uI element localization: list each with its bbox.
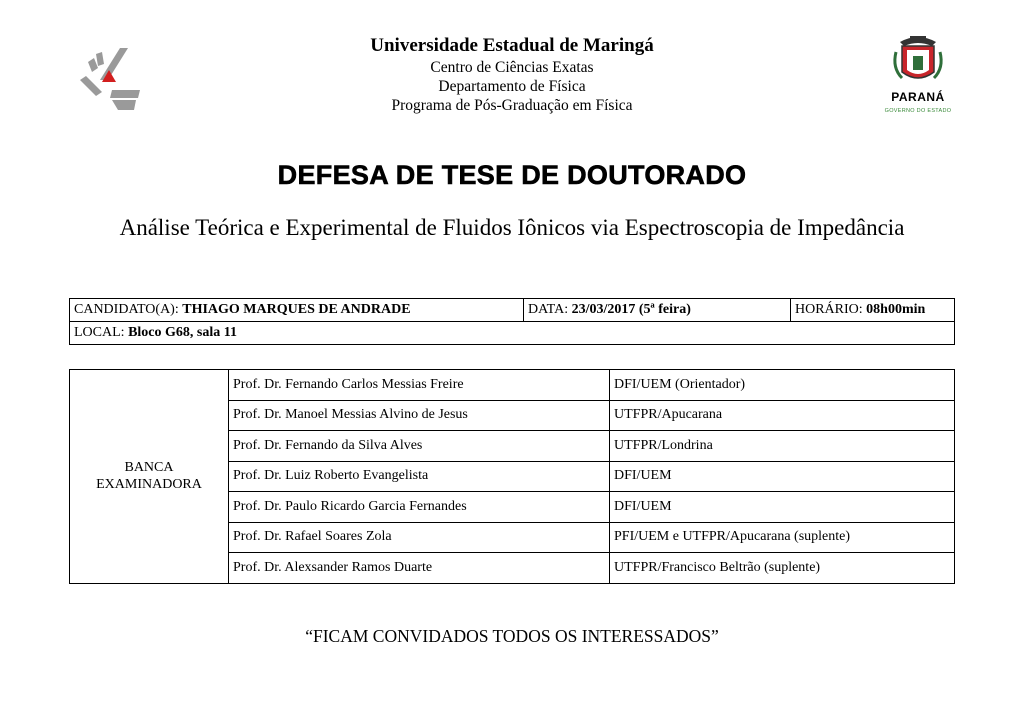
parana-name: PARANÁ [891,90,945,104]
parana-subtitle: GOVERNO DO ESTADO [884,108,952,114]
examining-board-table [69,369,955,584]
member-affiliation: DFI/UEM (Orientador) [610,370,955,401]
thesis-title: Análise Teórica e Experimental de Fluidos Iônicos via Espectroscopia de Impedância [119,215,905,240]
parana-logo [880,34,956,124]
time-value: 08h00min [866,302,926,317]
candidate-label: CANDIDATO(A): [74,302,179,317]
member-affiliation: DFI/UEM [610,492,955,523]
time-cell [791,299,955,322]
location-cell [70,322,955,345]
date-value: 23/03/2017 (5ª feira) [571,302,691,317]
institution-header [0,34,1024,115]
parana-coat-of-arms-icon [880,34,956,90]
candidate-value: THIAGO MARQUES DE ANDRADE [182,302,411,317]
member-affiliation: PFI/UEM e UTFPR/Apucarana (suplente) [610,522,955,553]
board-label-line2: EXAMINADORA [96,477,202,493]
date-label: DATA: [528,302,569,317]
invitation-footer: “FICAM CONVIDADOS TODOS OS INTERESSADOS” [305,626,719,646]
defense-info-table [69,298,955,345]
department-name: Departamento de Física [438,78,586,95]
member-name: Prof. Dr. Fernando Carlos Messias Freire [229,370,610,401]
candidate-cell [70,299,524,322]
member-affiliation: UTFPR/Apucarana [610,400,955,431]
time-label: HORÁRIO: [795,302,863,317]
member-name: Prof. Dr. Alexsander Ramos Duarte [229,553,610,584]
member-affiliation: UTFPR/Londrina [610,431,955,462]
program-name: Programa de Pós-Graduação em Física [391,97,633,114]
member-name: Prof. Dr. Fernando da Silva Alves [229,431,610,462]
member-affiliation: DFI/UEM [610,461,955,492]
member-name: Prof. Dr. Paulo Ricardo Garcia Fernandes [229,492,610,523]
board-label-cell [70,370,229,584]
date-cell [524,299,791,322]
document-title: DEFESA DE TESE DE DOUTORADO [277,160,747,190]
board-label-line1: BANCA [124,460,174,476]
member-name: Prof. Dr. Luiz Roberto Evangelista [229,461,610,492]
member-name: Prof. Dr. Manoel Messias Alvino de Jesus [229,400,610,431]
table-row [70,370,955,401]
location-label: LOCAL: [74,325,125,340]
university-name: Universidade Estadual de Maringá [370,35,654,56]
member-affiliation: UTFPR/Francisco Beltrão (suplente) [610,553,955,584]
center-name: Centro de Ciências Exatas [430,59,594,76]
location-value: Bloco G68, sala 11 [128,325,237,340]
member-name: Prof. Dr. Rafael Soares Zola [229,522,610,553]
